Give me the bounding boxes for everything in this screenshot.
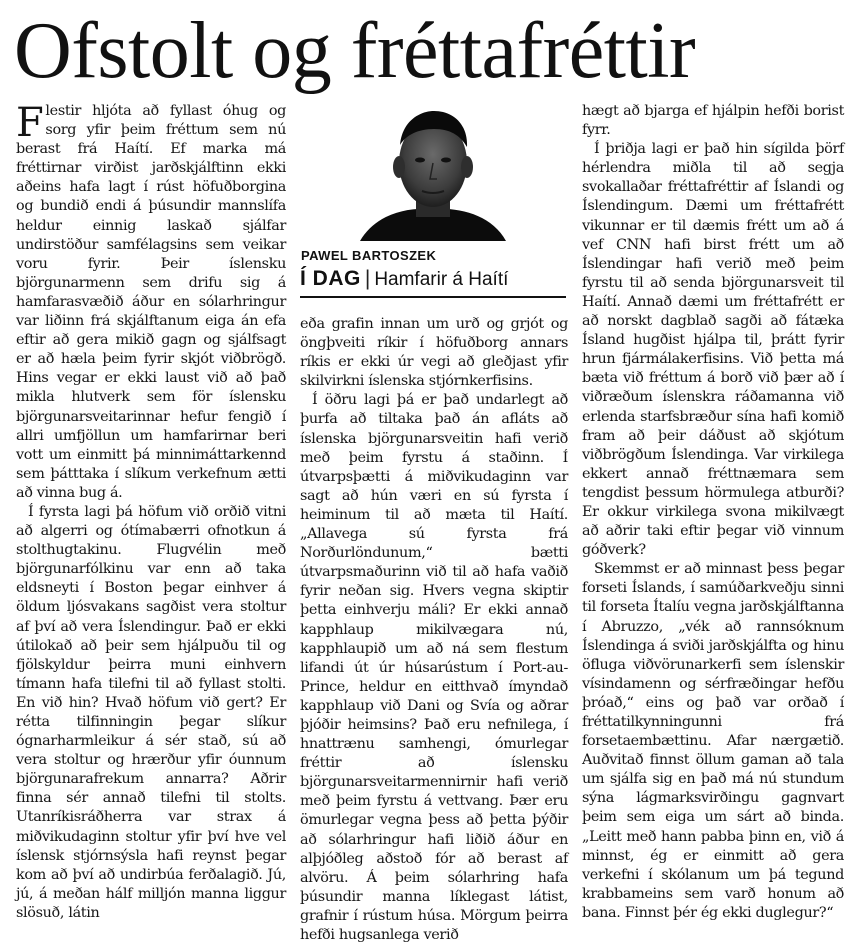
section-topic: Hamfarir á Haítí [374,269,509,290]
author-portrait-icon [300,103,565,241]
section-separator: | [364,267,371,290]
paragraph: hægt að bjarga ef hjálpin hefði borist fyrr. [582,103,844,139]
paragraph [16,102,286,503]
paragraph-text: lestir hljóta að fyllast óhug og sorg yfir þeim fréttum sem nú berast frá Haítí. Ef marka má fréttirnar virðist jarðskjálftinn ekki aðeins hafa lagt í rúst höfuðborgina og bundið endi á þúsundir mannslífa heldur einnig laskað sjálfar undirstöður samfélagsins sem veikar voru fyrir. Þeir íslensku björgunarmenn sem drifu sig á hamfarasvæðið áður en sólarhringur var liðinn frá skjálftanum eiga án efa eftir að gera mikið gagn og sjálfsagt er að hæla þeim fyrir skjót viðbrögð. Hins vegar er ekki laust við að það mikla hlutverk sem för íslensku björgunarsveitarinnar hefur fengið í allri umfjöllun um hamfarirnar beri vott um einmitt þá minnimáttarkennd sem þátttaka í slíkum verkefnum ætti að vinna bug á. [16,103,286,501]
paragraph: eða grafin innan um urð og grjót og öngþveiti ríkir í höfuðborg annars ríkis er ekki úr vegi að gleðjast yfir skilvirkni íslenska stjórnkerfisins. [300,316,568,390]
byline-rule [300,296,566,298]
author-name: PAWEL BARTOSZEK [301,248,437,263]
article-column-1 [16,102,286,940]
section-label: Í DAG [300,267,361,290]
paragraph: Skemmst er að minnast þess þegar forseti Íslands, í samúðarkveðju sinni til forseta Ítalíu vegna jarðskjálftanna í Abruzzo, „vék að rannsóknum Íslendinga á sviði jarðskjálfta og hinu öfluga viðvörunarkerfi sem íslenskir vísindamenn og sérfræðingar hefðu þróað,“ eins og það var orðað í fréttatilkynningunni frá forsetaembættinu. Afar nærgætið. Auðvitað finnst öllum gaman að tala um sjálfa sig en það má nú stundum sýna lágmarksvirðingu gagnvart þeim sem eiga um sárt að binda. „Leitt með hann pabba þinn en, við á minnst, ég er einmitt að gera verkefni í skólanum um þá tegund krabbameins sem varð honum að bana. Finnst þér ég ekki duglegur?“ [582,561,844,921]
section-header [300,265,508,294]
author-photo [300,103,565,241]
drop-cap: F [16,100,44,146]
paragraph: Í fyrsta lagi þá höfum við orðið vitni að algerri og ótímabærri ofnotkun á stolthugtakinu. Flugvélin með björgunarfólkinu var enn að taka eldsneyti í Boston þegar einhver á öldum ljósvakans sagðist vera stoltur af því að vera Íslendingur. Það er ekki útilokað að þeir sem hjálpuðu til og fjölskyldur þeirra muni einhvern tímann hafa tilefni til að fyllast stolti. En við hin? Hvað höfum við gert? Er rétta tilfinningin þegar slíkur ógnarharmleikur á sér stað, sú að vera stoltur og hrærður yfir óunnum björgunarafrekum annarra? Aðrir finna sér annað tilefni til stolts. Utanríkisráðherra var strax á miðvikudaginn stoltur yfir því hve vel íslensk stjórnsýsla hafi reynst þegar kom að því að undirbúa ferðalagið. Jú, jú, á meðan hálf milljón manna liggur slösuð, látin [16,503,286,921]
headline: Ofstolt og fréttafréttir [14,7,696,95]
article-column-3 [582,102,844,940]
article-column-2 [300,315,568,943]
paragraph: Í öðru lagi þá er það undarlegt að þurfa að tiltaka það án afláts að íslenska björgunarsveitin hafi verið með þeim fyrstu á staðinn. Í útvarpsþætti á miðvikudaginn var sagt að hún væri en sú fyrsta í heiminum til að mæta til Haítí. „Allavega sú fyrsta frá Norðurlöndunum,“ bætti útvarpsmaðurinn við til að hafa vaðið fyrir neðan sig. Hvers vegna skiptir þetta einhverju máli? Er ekki annað kapphlaup mikilvægara nú, kapphlaupið um að ná sem flestum lifandi út úr húsarústum í Port-au-Prince, heldur en eitthvað ímyndað kapphlaup við Dani og Svía og aðrar þjóðir heimsins? Það eru nefnilega, í hnattrænu samhengi, ómurlegar fréttir að íslensku björgunarsveitarmennirnir hafi verið með þeim fyrstu á vettvang. Þær eru ömurlegar vegna þess að þetta þýðir að sólarhringur hafi liðið áður en alþjóðleg aðstoð fór að berast af alvöru. Á þeim sólarhring hafa þúsundir manna líklegast látist, grafnir í rústum húsa. Mörgum þeirra hefði hugsanlega verið [300,392,568,943]
paragraph: Í þriðja lagi er það hin sígilda þörf hérlendra miðla til að segja svokallaðar fréttafréttir af Íslandi og Íslendingum. Dæmi um fréttafrétt vikunnar er til dæmis frétt um að á vef CNN hafi birst frétt um að Íslendingar hafi verið með þeim fyrstu til að senda björgunarsveit til Haítí. Annað dæmi um fréttafrétt er að norskt dagblað sagði að fátæka Ísland hugðist hjálpa til, þrátt fyrir hrun fjármálakerfisins. Við þetta má bæta við fréttum á borð við þær að í viðræðum íslenskra ráðamanna við erlenda starfsbræður sína hafi komið fram að þeir dáðust að skjótum viðbrögðum Íslendinga. Var virkilega ekkert annað fréttnæmara sem tengdist þessum hörmulega atburði? Er okkur virkilega svona mikilvægt að aðrir taki eftir þegar við vinnum góðverk? [582,141,844,559]
